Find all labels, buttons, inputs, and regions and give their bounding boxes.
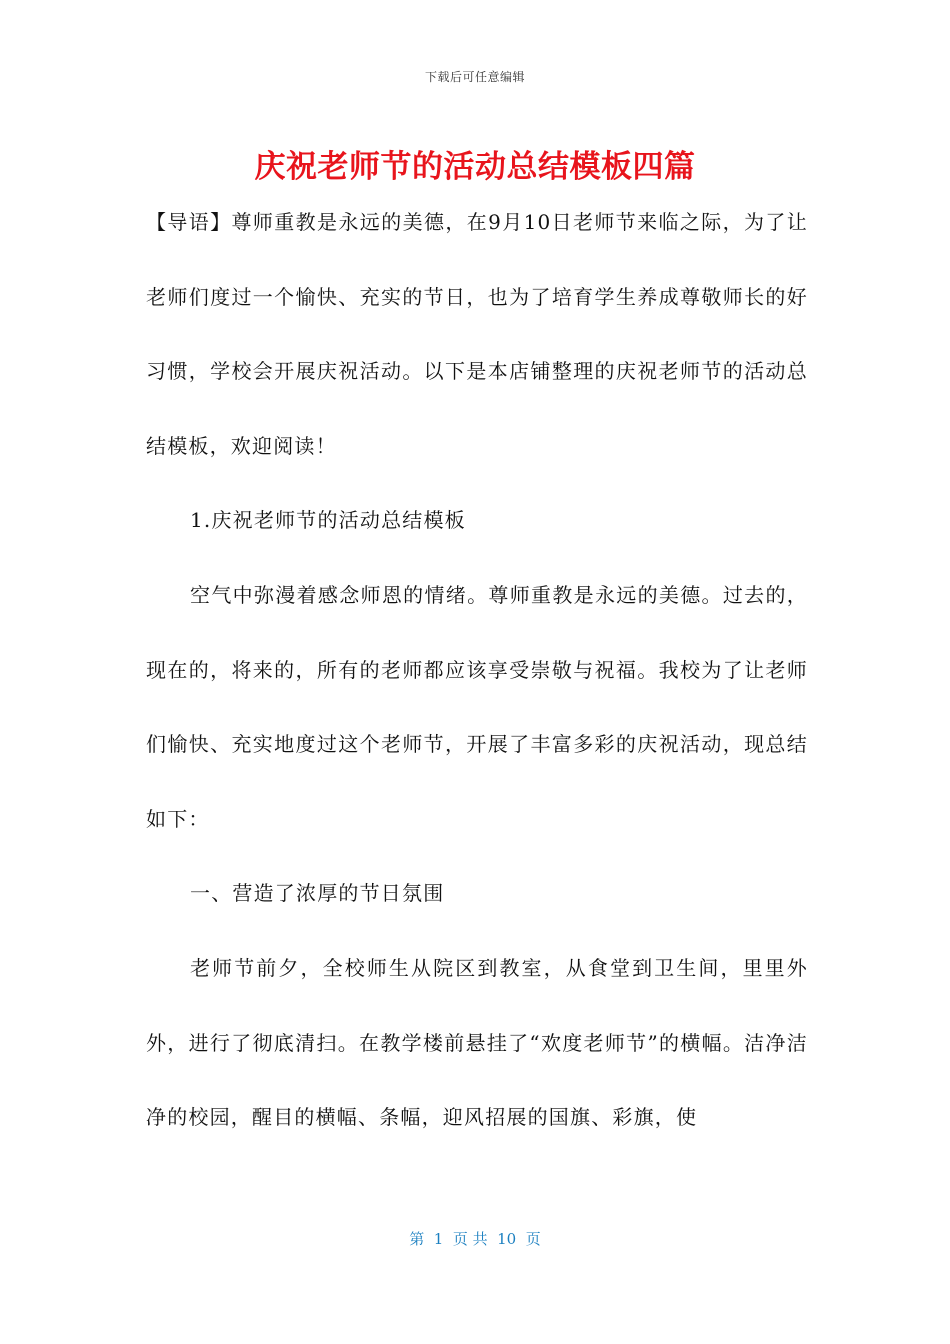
body-paragraph: 空气中弥漫着感念师恩的情绪。尊师重教是永远的美德。过去的，现在的，将来的，所有的老师都应该享受崇敬与祝福。我校为了让老师们愉快、充实地度过这个老师节，开展了丰富多彩的庆祝活动，现总结如下： [146,582,808,831]
body-paragraph: 老师节前夕，全校师生从院区到教室，从食堂到卫生间，里里外外，进行了彻底清扫。在教学楼前悬挂了“欢度老师节”的横幅。洁净洁净的校园，醒目的横幅、条幅，迎风招展的国旗、彩旗，使 [146,955,808,1130]
subsection-heading: 一、营造了浓厚的节日氛围 [190,881,445,906]
document-title: 庆祝老师节的活动总结模板四篇 [254,149,696,185]
document-body [146,185,808,1155]
page-footer: 第 1 页 共 10 页 [409,1230,541,1248]
section-heading: 1.庆祝老师节的活动总结模板 [190,508,466,533]
page-header: 下载后可任意编辑 [424,70,525,84]
intro-paragraph: 【导语】尊师重教是永远的美德，在9月10日老师节来临之际，为了让老师们度过一个愉快、充实的节日，也为了培育学生养成尊敬师长的好习惯，学校会开展庆祝活动。以下是本店铺整理的庆祝老师节的活动总结模板，欢迎阅读！ [146,210,808,458]
